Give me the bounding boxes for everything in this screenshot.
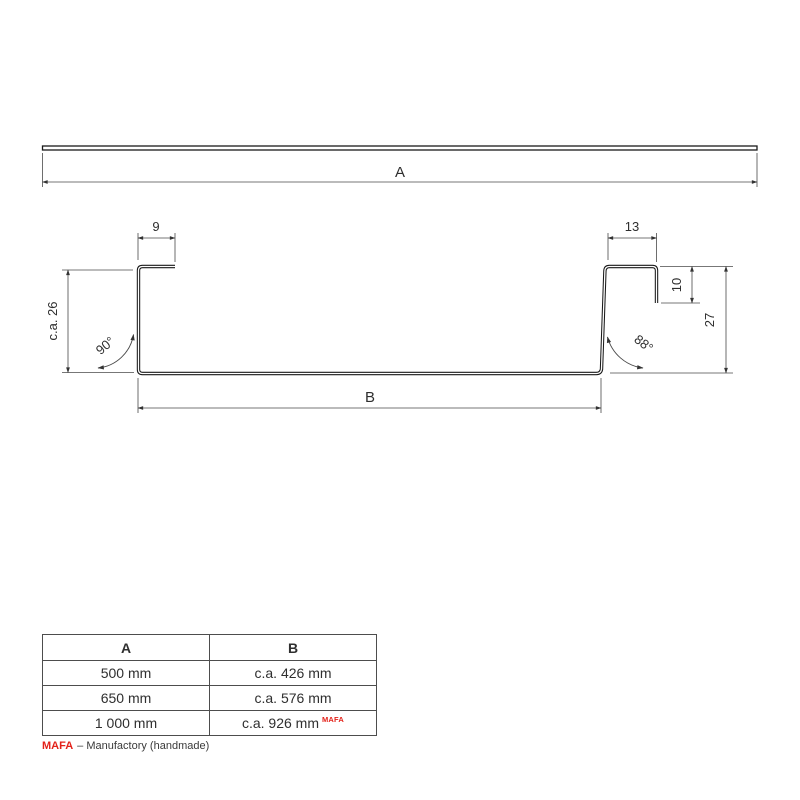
footnote-abbr: MAFA <box>42 740 74 752</box>
cell-b-2: c.a. 576 mm <box>210 686 377 711</box>
cell-b-3 <box>210 711 377 736</box>
table-header-b: B <box>210 635 377 661</box>
mafa-superscript: MAFA <box>321 715 345 725</box>
cell-b-1: c.a. 426 mm <box>210 661 377 686</box>
dimension-27-label: 27 <box>702 312 717 328</box>
footnote <box>42 740 209 752</box>
table-row <box>43 661 377 686</box>
dimension-a-label: A <box>394 164 406 181</box>
table-row <box>43 686 377 711</box>
table-row <box>43 711 377 736</box>
dimension-9-label: 9 <box>152 219 160 234</box>
dimension-13-label: 13 <box>624 219 640 234</box>
dimension-10-label: 10 <box>669 277 684 293</box>
angle-88-label: 88° <box>631 331 657 356</box>
dimension-b-label: B <box>364 389 376 406</box>
profile-cross-section <box>139 267 657 374</box>
table-header-a: A <box>43 635 210 661</box>
cell-b-3-value: c.a. 926 mm <box>241 715 319 731</box>
footnote-text: – Manufactory (handmade) <box>77 740 210 752</box>
dimension-ca26 <box>62 270 134 373</box>
table-header-row <box>43 635 377 661</box>
size-table <box>42 634 377 736</box>
cell-a-3: 1 000 mm <box>43 711 210 736</box>
angle-88 <box>608 337 734 373</box>
dimension-13 <box>608 233 657 262</box>
cell-a-1: 500 mm <box>43 661 210 686</box>
dimension-9 <box>138 233 175 262</box>
flat-sheet-top-view <box>43 146 758 150</box>
angle-90-label: 90° <box>92 333 118 358</box>
cell-a-2: 650 mm <box>43 686 210 711</box>
dimension-ca26-label: c.a. 26 <box>45 301 60 341</box>
